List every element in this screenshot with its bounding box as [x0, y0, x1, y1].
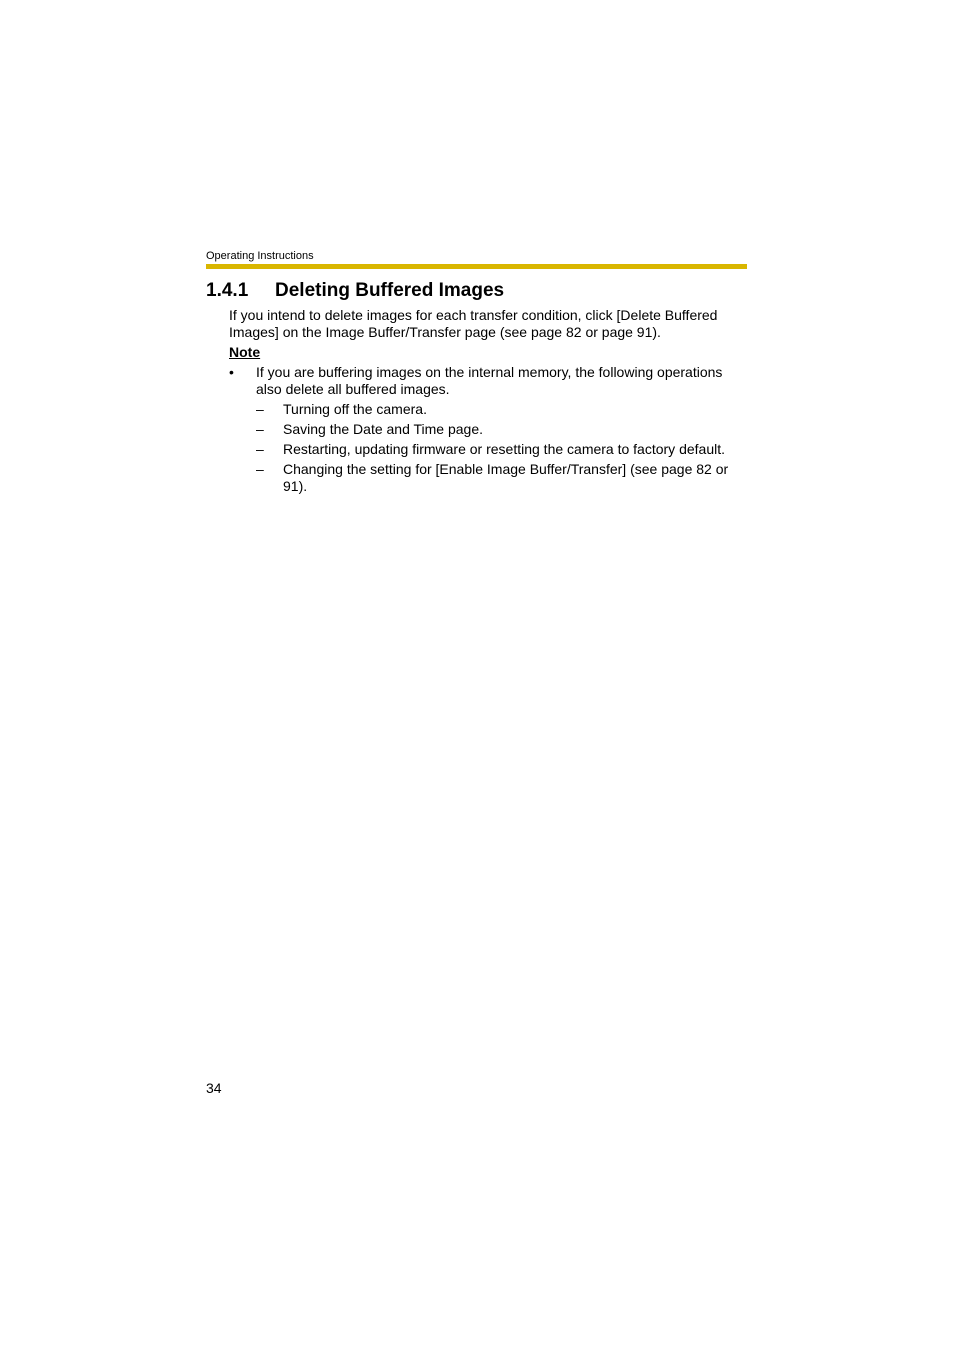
list-item-text: Saving the Date and Time page. [283, 421, 484, 437]
list-item-text: Turning off the camera. [283, 401, 427, 417]
list-item [256, 401, 749, 418]
dash-icon: – [256, 461, 264, 477]
list-item-text: Changing the setting for [Enable Image Buffer/Transfer] (see page 82 or 91). [283, 461, 729, 494]
note-label: Note [229, 344, 261, 360]
section-number: 1.4.1 [206, 280, 249, 301]
intro-paragraph: If you intend to delete images for each transfer condition, click [Delete Buffered Images] on the Image Buffer/Transfer page (see page 82 or page 91). [229, 307, 718, 340]
note-bullet [229, 364, 749, 398]
list-item [256, 461, 749, 495]
bullet-icon: • [229, 364, 234, 380]
list-item [256, 421, 749, 438]
bullet-text: If you are buffering images on the internal memory, the following operations also delete all buffered images. [256, 364, 723, 397]
section-title: Deleting Buffered Images [275, 280, 505, 301]
list-item [256, 441, 749, 458]
list-item-text: Restarting, updating firmware or resetting the camera to factory default. [283, 441, 725, 457]
page-number: 34 [206, 1080, 222, 1096]
header-rule [206, 264, 747, 269]
dash-icon: – [256, 401, 264, 417]
section-heading [206, 279, 504, 303]
dash-icon: – [256, 421, 264, 437]
dash-icon: – [256, 441, 264, 457]
operations-list [256, 401, 749, 498]
running-header: Operating Instructions [206, 250, 314, 262]
